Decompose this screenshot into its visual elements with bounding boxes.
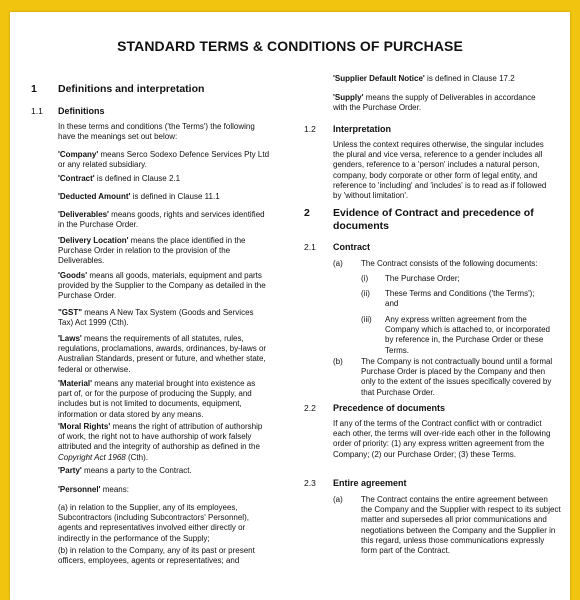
- contract-item-iii-label: (iii): [361, 315, 372, 324]
- def-contract: 'Contract' is defined in Clause 2.1: [58, 174, 181, 183]
- def-supplier-default-notice: 'Supplier Default Notice' is defined in Clause 17.2: [333, 74, 515, 83]
- contract-b-label: (b): [333, 357, 343, 366]
- section-1-title: Definitions and interpretation: [58, 83, 205, 95]
- section-2-title: Evidence of Contract and precedence of documents: [333, 207, 534, 232]
- clause-1-2-number: 1.2: [304, 124, 316, 134]
- contract-item-iii-text: Any express written agreement from the Company which is attached to, or incorporated by reference in, the Purchase Order or these Terms.: [385, 315, 550, 355]
- definitions-intro: In these terms and conditions ('the Terms') the following have the meanings set out below:: [58, 122, 255, 142]
- document-page: [10, 12, 570, 600]
- def-personnel: 'Personnel' means:: [58, 485, 129, 494]
- clause-1-1-number: 1.1: [31, 106, 43, 116]
- clause-1-2-title: Interpretation: [333, 124, 392, 134]
- clause-2-3-title: Entire agreement: [333, 478, 407, 488]
- def-material: 'Material' means any material brought into existence as part of, or for the purpose of producing the Supply, and includes but is not limited to documents, equipment, information or data stored by any means.: [58, 379, 256, 419]
- clause-2-3-number: 2.3: [304, 478, 316, 488]
- clause-2-1-number: 2.1: [304, 242, 316, 252]
- clause-2-2-title: Precedence of documents: [333, 403, 446, 413]
- def-laws: 'Laws' means the requirements of all statutes, rules, regulations, proclamations, awards, ordinances, by-laws or Australian Standards, present or future, and whether state, federal or otherwise.: [58, 334, 267, 374]
- def-gst: "GST" means A New Tax System (Goods and Services Tax) Act 1999 (Cth).: [58, 308, 254, 328]
- def-deducted-amount: 'Deducted Amount' is defined in Clause 11.1: [58, 192, 220, 201]
- contract-item-ii-label: (ii): [361, 289, 370, 298]
- contract-item-i-label: (i): [361, 274, 369, 283]
- precedence-text: If any of the terms of the Contract conflict with or contradict each other, the terms will over-ride each other in the following order of priority: (1) any express written agreement from the Company; (2) our Purchase Order; (3) these Terms.: [333, 419, 551, 459]
- document-title: STANDARD TERMS & CONDITIONS OF PURCHASE: [117, 38, 463, 54]
- contract-a-text: The Contract consists of the following documents:: [361, 259, 538, 268]
- clause-2-2-number: 2.2: [304, 403, 316, 413]
- def-moral-rights: 'Moral Rights' means the right of attribution of authorship of work, the right not to have authorship of work falsely attributed and the integrity of authorship as defined in the Copyright Act 1968 (Cth).: [58, 422, 263, 462]
- def-supply: 'Supply' means the supply of Deliverables in accordance with the Purchase Order.: [333, 93, 536, 113]
- section-1-number: 1: [31, 83, 37, 95]
- contract-item-i-text: The Purchase Order;: [385, 274, 460, 283]
- contract-item-ii-text: These Terms and Conditions ('the Terms'); and: [385, 289, 535, 309]
- def-delivery-location: 'Delivery Location' means the place identified in the Purchase Order in relation to the provision of the Deliverables.: [58, 236, 246, 266]
- contract-a-label: (a): [333, 259, 343, 268]
- def-company: 'Company' means Serco Sodexo Defence Services Pty Ltd or any related subsidiary.: [58, 150, 270, 170]
- entire-agreement-a-text: The Contract contains the entire agreement between the Company and the Supplier with respect to its subject matter and supersedes all prior communications and negotiations between the Company and the Supplier in this regard, unless those communications expressly form part of the Contract.: [361, 495, 561, 556]
- interpretation-text: Unless the context requires otherwise, the singular includes the plural and vice versa, reference to a gender includes all genders, reference to a 'person' includes a natural person, company, body corporate or other form of legal entity, and reference to 'including' and 'includes' is to read as if followed by 'without limitation'.: [333, 140, 547, 201]
- section-2-number: 2: [304, 207, 310, 219]
- personnel-a: (a) in relation to the Supplier, any of its employees, Subcontractors (including Subcontractors' Personnel), agents and representatives involved either directly or indirectly in the performance of the Supply;: [58, 503, 249, 543]
- contract-b-text: The Company is not contractually bound until a formal Purchase Order is placed by the Company and then only to the extent of the issues specifically covered by that Purchase Order.: [361, 357, 553, 397]
- clause-2-1-title: Contract: [333, 242, 371, 252]
- def-goods: 'Goods' means all goods, materials, equipment and parts provided by the Supplier to the Company as detailed in the Purchase Order.: [58, 271, 266, 301]
- clause-1-1-title: Definitions: [58, 106, 105, 116]
- def-deliverables: 'Deliverables' means goods, rights and services identified in the Purchase Order.: [58, 210, 265, 230]
- def-party: 'Party' means a party to the Contract.: [58, 466, 192, 475]
- entire-agreement-a-label: (a): [333, 495, 343, 504]
- personnel-b: (b) in relation to the Company, any of its past or present officers, employees, agents or representatives; and: [58, 546, 255, 566]
